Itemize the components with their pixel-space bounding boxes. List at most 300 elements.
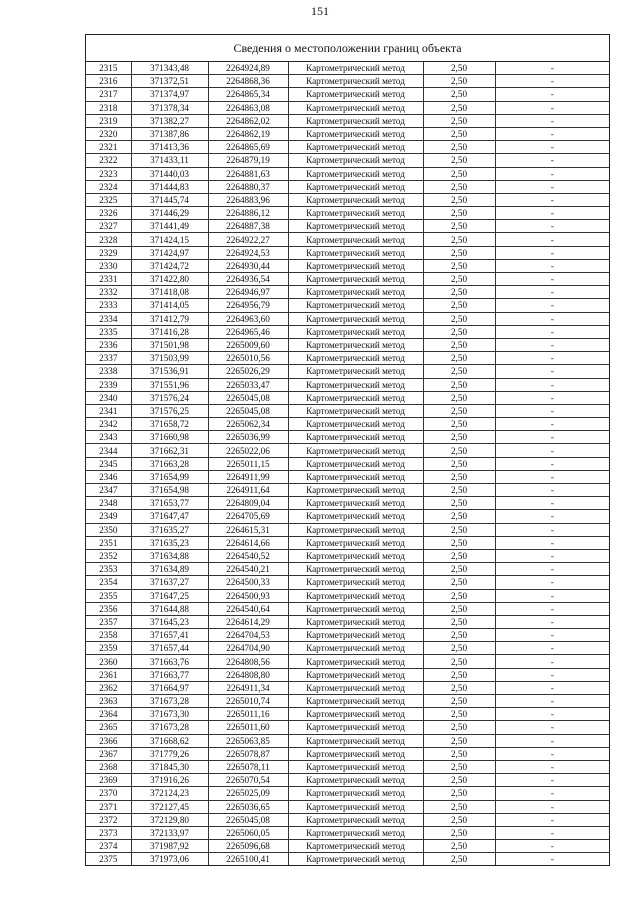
table-row: [86, 642, 609, 655]
point-number-cell: 2346: [86, 470, 131, 483]
accuracy-cell: 2,50: [423, 774, 495, 787]
point-number-cell: 2353: [86, 563, 131, 576]
x-coordinate-cell: 371654,99: [131, 470, 208, 483]
accuracy-cell: 2,50: [423, 549, 495, 562]
description-cell: -: [495, 391, 609, 404]
y-coordinate-cell: 2265060,05: [208, 826, 288, 839]
point-number-cell: 2369: [86, 774, 131, 787]
description-cell: -: [495, 642, 609, 655]
description-cell: -: [495, 510, 609, 523]
y-coordinate-cell: 2264704,53: [208, 629, 288, 642]
x-coordinate-cell: 371654,98: [131, 484, 208, 497]
table-row: [86, 365, 609, 378]
method-cell: Картометрический метод: [288, 589, 423, 602]
table-row: [86, 826, 609, 839]
x-coordinate-cell: 371660,98: [131, 431, 208, 444]
x-coordinate-cell: 371424,15: [131, 233, 208, 246]
description-cell: -: [495, 760, 609, 773]
point-number-cell: 2327: [86, 220, 131, 233]
y-coordinate-cell: 2264956,79: [208, 299, 288, 312]
x-coordinate-cell: 371987,92: [131, 840, 208, 853]
x-coordinate-cell: 371657,41: [131, 629, 208, 642]
y-coordinate-cell: 2265010,56: [208, 352, 288, 365]
description-cell: -: [495, 154, 609, 167]
description-cell: -: [495, 681, 609, 694]
table-row: [86, 167, 609, 180]
description-cell: -: [495, 167, 609, 180]
x-coordinate-cell: 371503,99: [131, 352, 208, 365]
x-coordinate-cell: 371372,51: [131, 75, 208, 88]
x-coordinate-cell: 371845,30: [131, 760, 208, 773]
table-row: [86, 563, 609, 576]
method-cell: Картометрический метод: [288, 563, 423, 576]
y-coordinate-cell: 2264886,12: [208, 207, 288, 220]
point-number-cell: 2342: [86, 418, 131, 431]
table-row: [86, 668, 609, 681]
method-cell: Картометрический метод: [288, 853, 423, 866]
y-coordinate-cell: 2264705,69: [208, 510, 288, 523]
method-cell: Картометрический метод: [288, 418, 423, 431]
accuracy-cell: 2,50: [423, 141, 495, 154]
description-cell: -: [495, 312, 609, 325]
x-coordinate-cell: 371663,28: [131, 457, 208, 470]
table-row: [86, 484, 609, 497]
y-coordinate-cell: 2265011,16: [208, 708, 288, 721]
table-row: [86, 75, 609, 88]
method-cell: Картометрический метод: [288, 497, 423, 510]
description-cell: -: [495, 431, 609, 444]
table-row: [86, 840, 609, 853]
coordinates-table-frame: [85, 34, 610, 866]
accuracy-cell: 2,50: [423, 207, 495, 220]
method-cell: Картометрический метод: [288, 246, 423, 259]
x-coordinate-cell: 371501,98: [131, 338, 208, 351]
x-coordinate-cell: 371536,91: [131, 365, 208, 378]
accuracy-cell: 2,50: [423, 734, 495, 747]
x-coordinate-cell: 371440,03: [131, 167, 208, 180]
table-row: [86, 378, 609, 391]
accuracy-cell: 2,50: [423, 510, 495, 523]
point-number-cell: 2331: [86, 273, 131, 286]
table-row: [86, 497, 609, 510]
method-cell: Картометрический метод: [288, 127, 423, 140]
y-coordinate-cell: 2265063,85: [208, 734, 288, 747]
y-coordinate-cell: 2264704,90: [208, 642, 288, 655]
accuracy-cell: 2,50: [423, 813, 495, 826]
y-coordinate-cell: 2265036,99: [208, 431, 288, 444]
description-cell: -: [495, 207, 609, 220]
x-coordinate-cell: 371916,26: [131, 774, 208, 787]
method-cell: Картометрический метод: [288, 734, 423, 747]
table-row: [86, 813, 609, 826]
table-row: [86, 101, 609, 114]
point-number-cell: 2349: [86, 510, 131, 523]
y-coordinate-cell: 2264614,66: [208, 536, 288, 549]
method-cell: Картометрический метод: [288, 826, 423, 839]
table-row: [86, 549, 609, 562]
x-coordinate-cell: 371673,28: [131, 695, 208, 708]
y-coordinate-cell: 2264924,53: [208, 246, 288, 259]
accuracy-cell: 2,50: [423, 101, 495, 114]
method-cell: Картометрический метод: [288, 141, 423, 154]
x-coordinate-cell: 371424,97: [131, 246, 208, 259]
method-cell: Картометрический метод: [288, 760, 423, 773]
accuracy-cell: 2,50: [423, 127, 495, 140]
point-number-cell: 2333: [86, 299, 131, 312]
table-row: [86, 615, 609, 628]
table-title: Сведения о местоположении границ объекта: [86, 35, 609, 62]
point-number-cell: 2326: [86, 207, 131, 220]
description-cell: -: [495, 708, 609, 721]
table-row: [86, 695, 609, 708]
method-cell: Картометрический метод: [288, 338, 423, 351]
table-row: [86, 207, 609, 220]
accuracy-cell: 2,50: [423, 563, 495, 576]
point-number-cell: 2335: [86, 325, 131, 338]
point-number-cell: 2320: [86, 127, 131, 140]
method-cell: Картометрический метод: [288, 668, 423, 681]
description-cell: -: [495, 668, 609, 681]
method-cell: Картометрический метод: [288, 615, 423, 628]
accuracy-cell: 2,50: [423, 365, 495, 378]
description-cell: -: [495, 787, 609, 800]
method-cell: Картометрический метод: [288, 259, 423, 272]
point-number-cell: 2363: [86, 695, 131, 708]
x-coordinate-cell: 371673,30: [131, 708, 208, 721]
accuracy-cell: 2,50: [423, 655, 495, 668]
table-row: [86, 589, 609, 602]
accuracy-cell: 2,50: [423, 154, 495, 167]
accuracy-cell: 2,50: [423, 853, 495, 866]
point-number-cell: 2324: [86, 180, 131, 193]
point-number-cell: 2319: [86, 114, 131, 127]
y-coordinate-cell: 2265078,11: [208, 760, 288, 773]
accuracy-cell: 2,50: [423, 62, 495, 75]
y-coordinate-cell: 2264808,56: [208, 655, 288, 668]
y-coordinate-cell: 2264883,96: [208, 193, 288, 206]
method-cell: Картометрический метод: [288, 286, 423, 299]
point-number-cell: 2367: [86, 747, 131, 760]
accuracy-cell: 2,50: [423, 312, 495, 325]
table-row: [86, 220, 609, 233]
accuracy-cell: 2,50: [423, 708, 495, 721]
accuracy-cell: 2,50: [423, 431, 495, 444]
method-cell: Картометрический метод: [288, 352, 423, 365]
accuracy-cell: 2,50: [423, 840, 495, 853]
method-cell: Картометрический метод: [288, 747, 423, 760]
x-coordinate-cell: 371444,83: [131, 180, 208, 193]
accuracy-cell: 2,50: [423, 800, 495, 813]
table-row: [86, 154, 609, 167]
accuracy-cell: 2,50: [423, 629, 495, 642]
point-number-cell: 2352: [86, 549, 131, 562]
accuracy-cell: 2,50: [423, 589, 495, 602]
method-cell: Картометрический метод: [288, 840, 423, 853]
accuracy-cell: 2,50: [423, 325, 495, 338]
description-cell: -: [495, 576, 609, 589]
y-coordinate-cell: 2265078,87: [208, 747, 288, 760]
y-coordinate-cell: 2265011,15: [208, 457, 288, 470]
accuracy-cell: 2,50: [423, 787, 495, 800]
x-coordinate-cell: 371673,28: [131, 721, 208, 734]
x-coordinate-cell: 371635,23: [131, 536, 208, 549]
description-cell: -: [495, 470, 609, 483]
description-cell: -: [495, 655, 609, 668]
table-row: [86, 286, 609, 299]
x-coordinate-cell: 371662,31: [131, 444, 208, 457]
description-cell: -: [495, 246, 609, 259]
point-number-cell: 2322: [86, 154, 131, 167]
accuracy-cell: 2,50: [423, 642, 495, 655]
point-number-cell: 2340: [86, 391, 131, 404]
point-number-cell: 2315: [86, 62, 131, 75]
x-coordinate-cell: 371653,77: [131, 497, 208, 510]
x-coordinate-cell: 371644,88: [131, 602, 208, 615]
description-cell: -: [495, 497, 609, 510]
y-coordinate-cell: 2265070,54: [208, 774, 288, 787]
table-row: [86, 523, 609, 536]
method-cell: Картометрический метод: [288, 602, 423, 615]
method-cell: Картометрический метод: [288, 708, 423, 721]
x-coordinate-cell: 371664,97: [131, 681, 208, 694]
point-number-cell: 2356: [86, 602, 131, 615]
table-row: [86, 299, 609, 312]
y-coordinate-cell: 2264863,08: [208, 101, 288, 114]
accuracy-cell: 2,50: [423, 747, 495, 760]
y-coordinate-cell: 2264500,93: [208, 589, 288, 602]
point-number-cell: 2341: [86, 404, 131, 417]
description-cell: -: [495, 404, 609, 417]
description-cell: -: [495, 484, 609, 497]
y-coordinate-cell: 2264865,69: [208, 141, 288, 154]
table-row: [86, 853, 609, 866]
x-coordinate-cell: 371446,29: [131, 207, 208, 220]
y-coordinate-cell: 2264808,80: [208, 668, 288, 681]
point-number-cell: 2358: [86, 629, 131, 642]
x-coordinate-cell: 371576,25: [131, 404, 208, 417]
method-cell: Картометрический метод: [288, 813, 423, 826]
point-number-cell: 2321: [86, 141, 131, 154]
method-cell: Картометрический метод: [288, 312, 423, 325]
accuracy-cell: 2,50: [423, 246, 495, 259]
description-cell: -: [495, 536, 609, 549]
description-cell: -: [495, 378, 609, 391]
x-coordinate-cell: 372124,23: [131, 787, 208, 800]
table-row: [86, 721, 609, 734]
accuracy-cell: 2,50: [423, 826, 495, 839]
point-number-cell: 2365: [86, 721, 131, 734]
y-coordinate-cell: 2264862,02: [208, 114, 288, 127]
table-row: [86, 233, 609, 246]
description-cell: -: [495, 602, 609, 615]
y-coordinate-cell: 2265026,29: [208, 365, 288, 378]
description-cell: -: [495, 180, 609, 193]
x-coordinate-cell: 371343,48: [131, 62, 208, 75]
accuracy-cell: 2,50: [423, 233, 495, 246]
point-number-cell: 2334: [86, 312, 131, 325]
x-coordinate-cell: 371645,23: [131, 615, 208, 628]
accuracy-cell: 2,50: [423, 167, 495, 180]
method-cell: Картометрический метод: [288, 167, 423, 180]
y-coordinate-cell: 2264868,36: [208, 75, 288, 88]
description-cell: -: [495, 127, 609, 140]
y-coordinate-cell: 2264963,60: [208, 312, 288, 325]
description-cell: -: [495, 747, 609, 760]
description-cell: -: [495, 549, 609, 562]
point-number-cell: 2323: [86, 167, 131, 180]
table-row: [86, 259, 609, 272]
accuracy-cell: 2,50: [423, 681, 495, 694]
accuracy-cell: 2,50: [423, 114, 495, 127]
y-coordinate-cell: 2265011,60: [208, 721, 288, 734]
y-coordinate-cell: 2264540,64: [208, 602, 288, 615]
accuracy-cell: 2,50: [423, 259, 495, 272]
table-row: [86, 114, 609, 127]
point-number-cell: 2337: [86, 352, 131, 365]
x-coordinate-cell: 371416,28: [131, 325, 208, 338]
description-cell: -: [495, 721, 609, 734]
x-coordinate-cell: 371657,44: [131, 642, 208, 655]
table-row: [86, 246, 609, 259]
coordinates-table: [86, 62, 609, 865]
y-coordinate-cell: 2265025,09: [208, 787, 288, 800]
y-coordinate-cell: 2264865,34: [208, 88, 288, 101]
page-number: 151: [311, 4, 329, 18]
description-cell: -: [495, 299, 609, 312]
x-coordinate-cell: 372129,80: [131, 813, 208, 826]
description-cell: -: [495, 457, 609, 470]
accuracy-cell: 2,50: [423, 523, 495, 536]
method-cell: Картометрический метод: [288, 180, 423, 193]
method-cell: Картометрический метод: [288, 695, 423, 708]
point-number-cell: 2359: [86, 642, 131, 655]
description-cell: -: [495, 352, 609, 365]
y-coordinate-cell: 2264911,64: [208, 484, 288, 497]
table-row: [86, 312, 609, 325]
coordinates-table-body: [86, 62, 609, 865]
y-coordinate-cell: 2265033,47: [208, 378, 288, 391]
description-cell: -: [495, 286, 609, 299]
point-number-cell: 2339: [86, 378, 131, 391]
x-coordinate-cell: 371445,74: [131, 193, 208, 206]
y-coordinate-cell: 2265022,06: [208, 444, 288, 457]
accuracy-cell: 2,50: [423, 391, 495, 404]
y-coordinate-cell: 2265045,08: [208, 813, 288, 826]
table-row: [86, 325, 609, 338]
y-coordinate-cell: 2264911,99: [208, 470, 288, 483]
accuracy-cell: 2,50: [423, 615, 495, 628]
point-number-cell: 2375: [86, 853, 131, 866]
accuracy-cell: 2,50: [423, 444, 495, 457]
method-cell: Картометрический метод: [288, 365, 423, 378]
accuracy-cell: 2,50: [423, 721, 495, 734]
method-cell: Картометрический метод: [288, 457, 423, 470]
method-cell: Картометрический метод: [288, 576, 423, 589]
point-number-cell: 2332: [86, 286, 131, 299]
table-row: [86, 273, 609, 286]
description-cell: -: [495, 695, 609, 708]
accuracy-cell: 2,50: [423, 457, 495, 470]
accuracy-cell: 2,50: [423, 760, 495, 773]
y-coordinate-cell: 2264500,33: [208, 576, 288, 589]
table-row: [86, 193, 609, 206]
method-cell: Картометрический метод: [288, 299, 423, 312]
x-coordinate-cell: 371647,47: [131, 510, 208, 523]
description-cell: -: [495, 774, 609, 787]
x-coordinate-cell: 371418,08: [131, 286, 208, 299]
table-row: [86, 747, 609, 760]
point-number-cell: 2325: [86, 193, 131, 206]
point-number-cell: 2372: [86, 813, 131, 826]
y-coordinate-cell: 2265010,74: [208, 695, 288, 708]
method-cell: Картометрический метод: [288, 629, 423, 642]
method-cell: Картометрический метод: [288, 404, 423, 417]
y-coordinate-cell: 2264936,54: [208, 273, 288, 286]
description-cell: -: [495, 325, 609, 338]
description-cell: -: [495, 88, 609, 101]
x-coordinate-cell: 371634,88: [131, 549, 208, 562]
table-row: [86, 629, 609, 642]
table-row: [86, 470, 609, 483]
accuracy-cell: 2,50: [423, 602, 495, 615]
point-number-cell: 2351: [86, 536, 131, 549]
x-coordinate-cell: 371634,89: [131, 563, 208, 576]
table-row: [86, 338, 609, 351]
description-cell: -: [495, 273, 609, 286]
y-coordinate-cell: 2264930,44: [208, 259, 288, 272]
x-coordinate-cell: 371647,25: [131, 589, 208, 602]
table-row: [86, 760, 609, 773]
y-coordinate-cell: 2265100,41: [208, 853, 288, 866]
table-row: [86, 418, 609, 431]
x-coordinate-cell: 371387,86: [131, 127, 208, 140]
method-cell: Картометрический метод: [288, 233, 423, 246]
method-cell: Картометрический метод: [288, 721, 423, 734]
description-cell: -: [495, 62, 609, 75]
table-row: [86, 141, 609, 154]
table-row: [86, 88, 609, 101]
method-cell: Картометрический метод: [288, 325, 423, 338]
accuracy-cell: 2,50: [423, 497, 495, 510]
point-number-cell: 2336: [86, 338, 131, 351]
y-coordinate-cell: 2265062,34: [208, 418, 288, 431]
description-cell: -: [495, 589, 609, 602]
table-row: [86, 655, 609, 668]
method-cell: Картометрический метод: [288, 510, 423, 523]
y-coordinate-cell: 2265045,08: [208, 391, 288, 404]
description-cell: -: [495, 734, 609, 747]
description-cell: -: [495, 418, 609, 431]
description-cell: -: [495, 563, 609, 576]
table-row: [86, 62, 609, 75]
method-cell: Картометрический метод: [288, 774, 423, 787]
accuracy-cell: 2,50: [423, 404, 495, 417]
point-number-cell: 2317: [86, 88, 131, 101]
y-coordinate-cell: 2265045,08: [208, 404, 288, 417]
method-cell: Картометрический метод: [288, 470, 423, 483]
accuracy-cell: 2,50: [423, 484, 495, 497]
method-cell: Картометрический метод: [288, 681, 423, 694]
y-coordinate-cell: 2264615,31: [208, 523, 288, 536]
point-number-cell: 2368: [86, 760, 131, 773]
accuracy-cell: 2,50: [423, 536, 495, 549]
point-number-cell: 2364: [86, 708, 131, 721]
point-number-cell: 2348: [86, 497, 131, 510]
description-cell: -: [495, 259, 609, 272]
method-cell: Картометрический метод: [288, 62, 423, 75]
point-number-cell: 2360: [86, 655, 131, 668]
point-number-cell: 2366: [86, 734, 131, 747]
